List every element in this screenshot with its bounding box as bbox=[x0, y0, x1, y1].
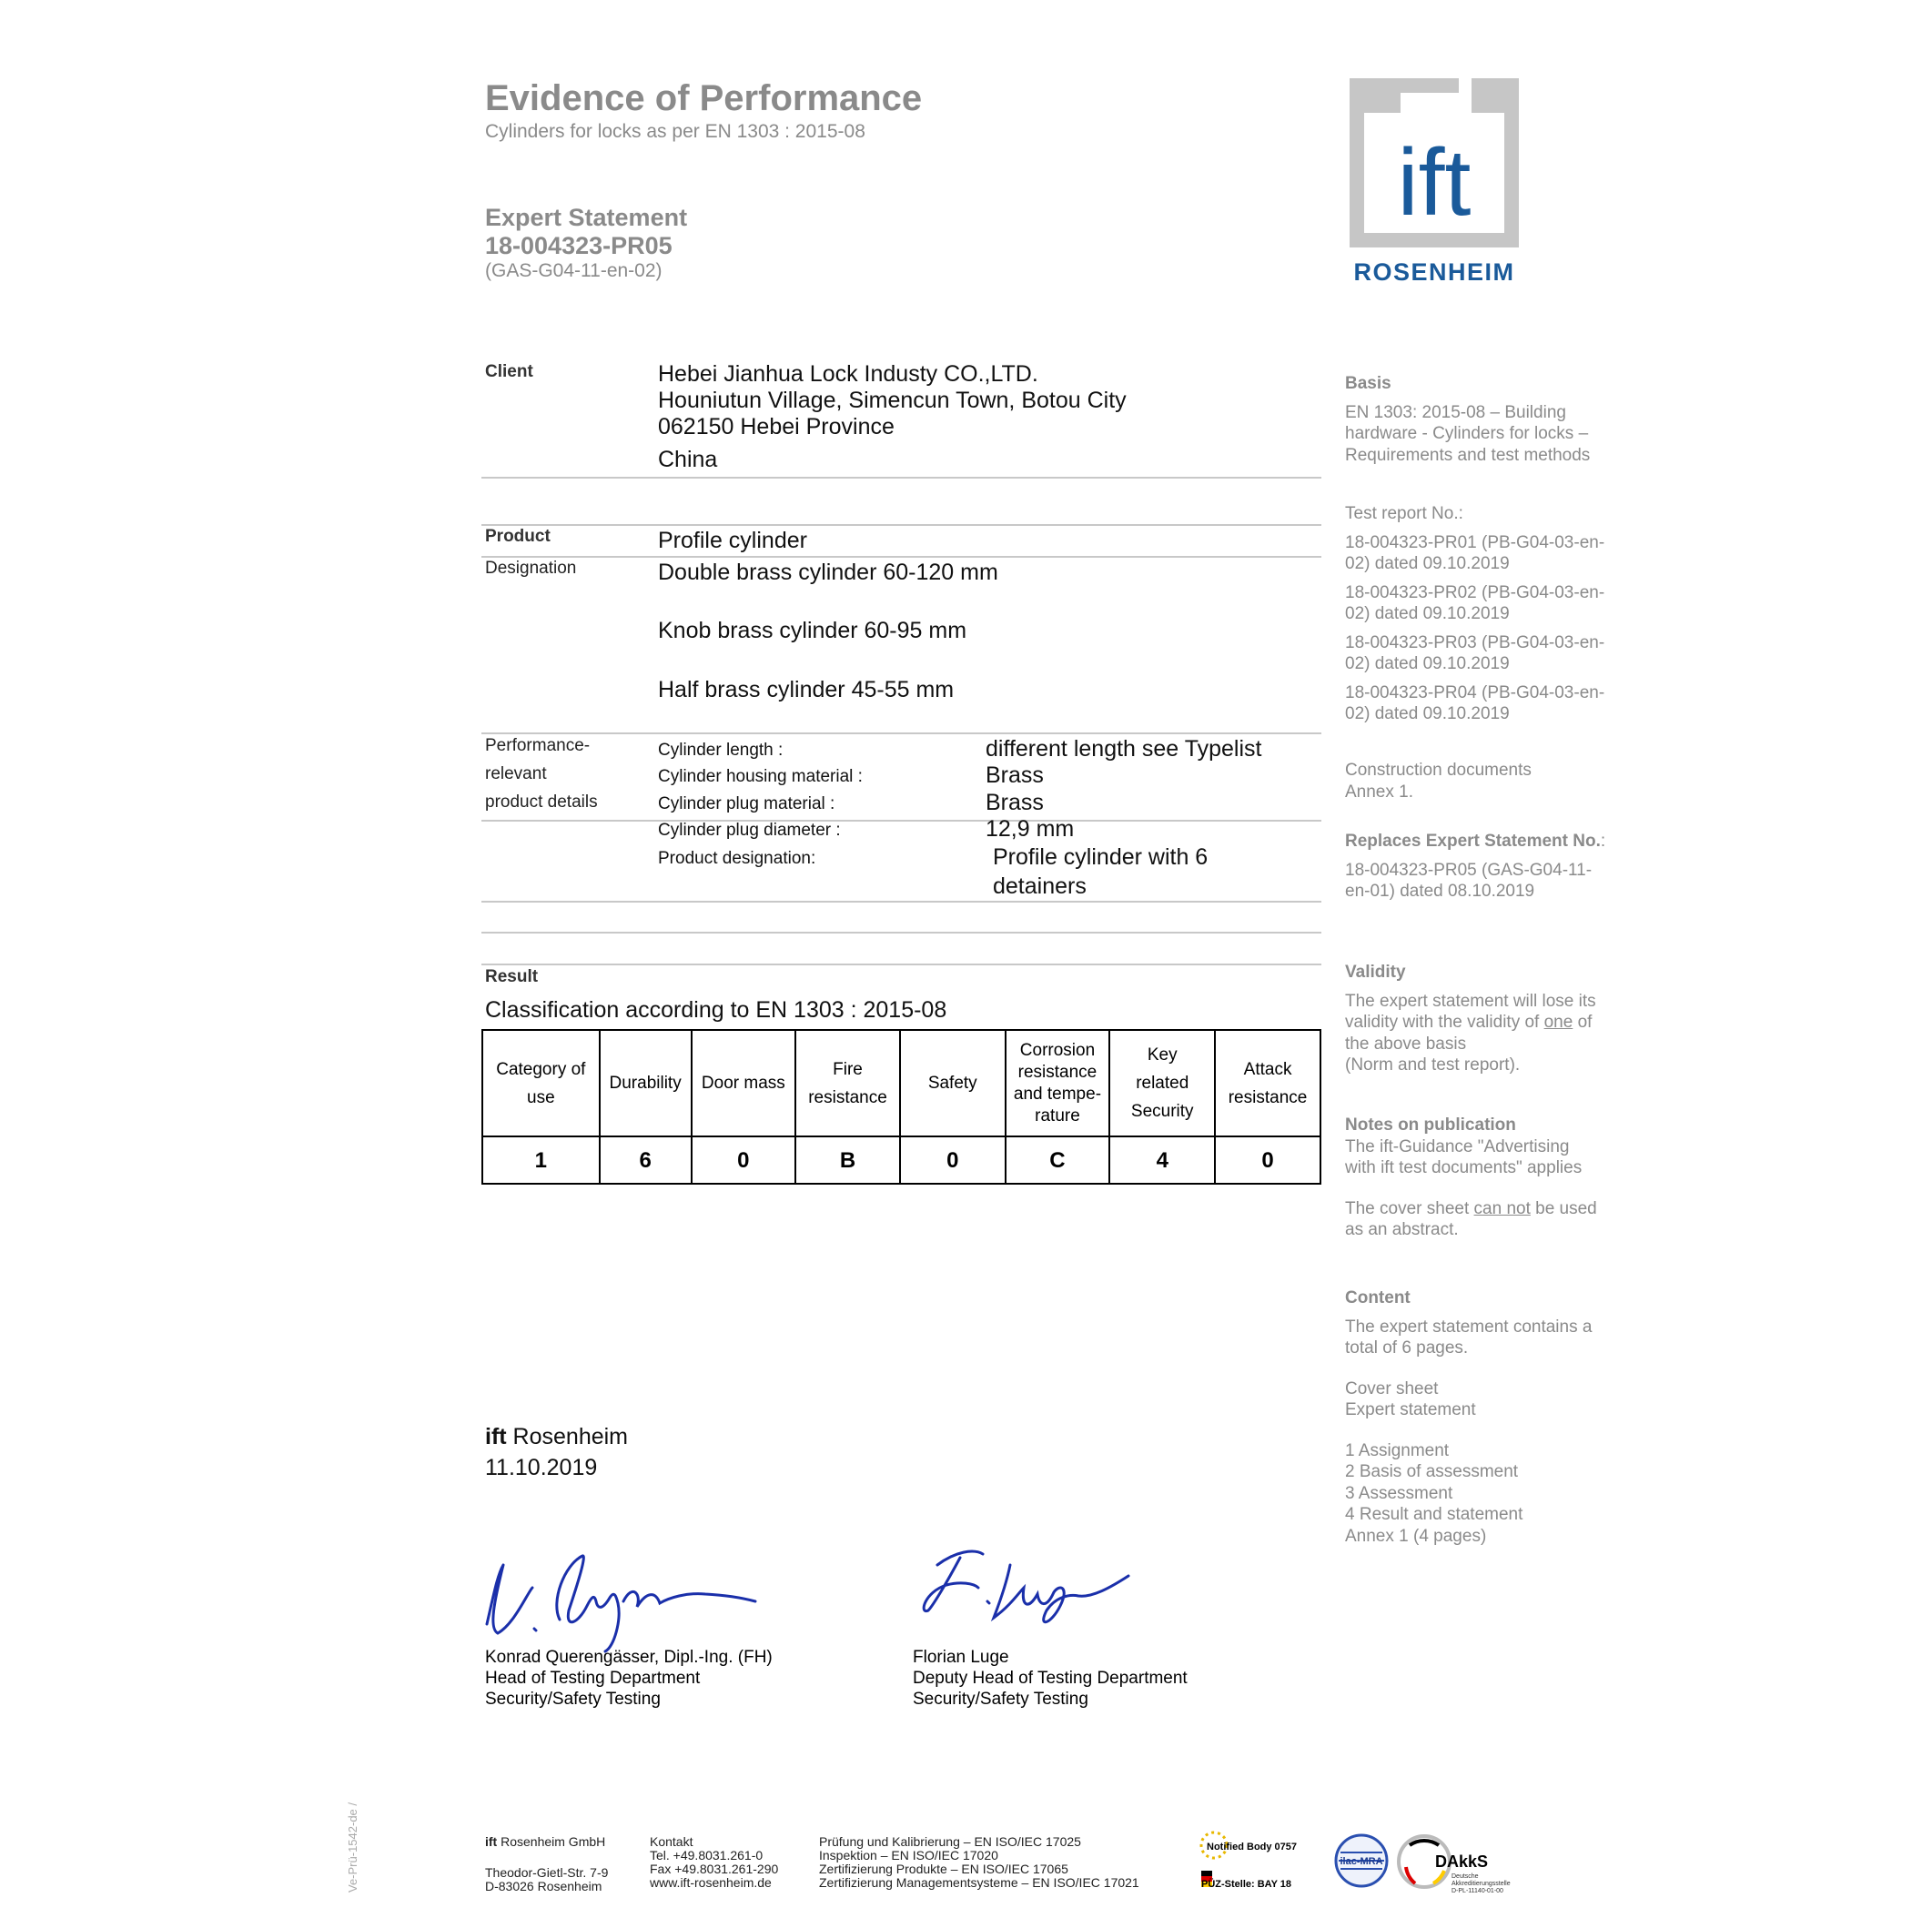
ift-rosenheim-logo bbox=[1350, 78, 1519, 288]
detail-value: detainers bbox=[993, 873, 1087, 899]
designation-item: Double brass cylinder 60-120 mm bbox=[658, 560, 998, 585]
test-report-heading: Test report No.: bbox=[1345, 504, 1463, 523]
signature-1 bbox=[478, 1538, 769, 1656]
classification-title: Classification according to EN 1303 : 2015-08 bbox=[485, 997, 947, 1023]
detail-value: Brass bbox=[986, 790, 1044, 815]
divider bbox=[481, 932, 1321, 934]
header-cell: Key related Security bbox=[1109, 1030, 1215, 1136]
divider bbox=[481, 524, 1321, 526]
performance-label: relevant bbox=[485, 764, 547, 783]
svg-text:Deutsche: Deutsche bbox=[1452, 1873, 1479, 1880]
detail-key: Product designation: bbox=[658, 849, 816, 868]
designation-item: Half brass cylinder 45-55 mm bbox=[658, 677, 955, 702]
sidebar-basis: Basis EN 1303: 2015-08 – Building hardware - Cylinders for locks – Requirements and test methods bbox=[1345, 374, 1591, 465]
detail-value: Profile cylinder with 6 bbox=[993, 844, 1209, 870]
statement-label: Expert Statement bbox=[485, 204, 688, 231]
sidebar-construction: Construction documents Annex 1. bbox=[1345, 761, 1532, 802]
statement-number: 18-004323-PR05 bbox=[485, 232, 673, 259]
divider bbox=[481, 964, 1321, 965]
detail-value: different length see Typelist bbox=[986, 736, 1262, 762]
header-cell: Corrosion resistance and tempe- rature bbox=[1006, 1030, 1110, 1136]
basis-heading: Basis bbox=[1345, 374, 1391, 393]
svg-text:D-PL-11140-01-00: D-PL-11140-01-00 bbox=[1452, 1888, 1503, 1894]
vertical-form-code: Ve-Prü-1542-de / bbox=[346, 1802, 359, 1893]
divider bbox=[481, 556, 1321, 558]
value-cell: 6 bbox=[600, 1136, 692, 1184]
svg-text:Notified Body 0757: Notified Body 0757 bbox=[1207, 1842, 1298, 1852]
client-label: Client bbox=[485, 362, 533, 381]
divider bbox=[481, 820, 1321, 822]
signoff-date: 11.10.2019 bbox=[485, 1455, 598, 1480]
ilac-mra-logo bbox=[1333, 1832, 1390, 1889]
value-cell: B bbox=[795, 1136, 900, 1184]
ift-logo-graphic bbox=[1350, 78, 1519, 288]
svg-text:DAkkS: DAkkS bbox=[1435, 1852, 1489, 1871]
header-cell: Category of use bbox=[482, 1030, 600, 1136]
validity-heading: Validity bbox=[1345, 963, 1406, 982]
client-line: Houniutun Village, Simencun Town, Botou City bbox=[658, 388, 1127, 413]
signer-1: Konrad Querengässer, Dipl.-Ing. (FH) Head of Testing Department Security/Safety Testing bbox=[485, 1648, 773, 1709]
table-value-row bbox=[482, 1136, 1320, 1184]
client-line: Hebei Jianhua Lock Industy CO.,LTD. bbox=[658, 361, 1038, 387]
sidebar-notes: Notes on publication The ift-Guidance "Advertising with ift test documents" applies The cover sheet can not be used as an abstract. bbox=[1345, 1115, 1597, 1239]
client-line: China bbox=[658, 447, 718, 472]
header-cell: Durability bbox=[600, 1030, 692, 1136]
detail-value: Brass bbox=[986, 762, 1044, 788]
signer-2: Florian Luge Deputy Head of Testing Department Security/Safety Testing bbox=[913, 1648, 1188, 1709]
footer-accreditation: Prüfung und Kalibrierung – EN ISO/IEC 17025 Inspektion – EN ISO/IEC 17020 Zertifizierung Produkte – EN ISO/IEC 17065 Zertifizierung Managementsysteme – EN ISO/IEC 17021 bbox=[819, 1834, 1139, 1890]
value-cell: 0 bbox=[1215, 1136, 1320, 1184]
dakks-logo bbox=[1397, 1831, 1533, 1896]
sidebar-replaces: Replaces Expert Statement No.: 18-004323-PR05 (GAS-G04-11- en-01) dated 08.10.2019 bbox=[1345, 832, 1606, 901]
sidebar-content: Content The expert statement contains a total of 6 pages. Cover sheet Expert statement 1 Assignment 2 Basis of assessment 3 Assessment 4 Result and statement Annex 1 (4 pages) bbox=[1345, 1288, 1593, 1546]
document-title: Evidence of Performance bbox=[485, 78, 923, 118]
value-cell: 0 bbox=[692, 1136, 796, 1184]
notes-heading: Notes on publication bbox=[1345, 1115, 1516, 1135]
signature-2 bbox=[910, 1538, 1147, 1638]
result-label: Result bbox=[485, 967, 539, 986]
sidebar-validity: Validity The expert statement will lose its validity with the validity of one of the above basis (Norm and test report). bbox=[1345, 963, 1596, 1075]
signoff-org: ift Rosenheim bbox=[485, 1424, 629, 1449]
value-cell: 1 bbox=[482, 1136, 600, 1184]
svg-text:ilac-MRA: ilac-MRA bbox=[1340, 1856, 1383, 1867]
eu-stars-icon bbox=[1199, 1829, 1318, 1893]
logo-subtext: ROSENHEIM bbox=[1353, 258, 1515, 286]
detail-key: Cylinder plug diameter : bbox=[658, 821, 841, 840]
header-cell: Attack resistance bbox=[1215, 1030, 1320, 1136]
value-cell: 0 bbox=[900, 1136, 1006, 1184]
value-cell: 4 bbox=[1109, 1136, 1215, 1184]
performance-label: Performance- bbox=[485, 736, 591, 755]
header-cell: Safety bbox=[900, 1030, 1006, 1136]
svg-text:Akkreditierungsstelle: Akkreditierungsstelle bbox=[1452, 1881, 1511, 1887]
header-cell: Fire resistance bbox=[795, 1030, 900, 1136]
document-subtitle: Cylinders for locks as per EN 1303 : 2015-08 bbox=[485, 121, 865, 142]
footer-contact: Kontakt Tel. +49.8031.261-0 Fax +49.8031.261-290 www.ift-rosenheim.de bbox=[650, 1834, 779, 1890]
notified-body-badge bbox=[1199, 1829, 1318, 1893]
content-heading: Content bbox=[1345, 1288, 1411, 1307]
divider bbox=[481, 477, 1321, 479]
sidebar-test-reports: Test report No.: 18-004323-PR01 (PB-G04-03-en- 02) dated 09.10.2019 18-004323-PR02 (PB-G04-03-en- 02) dated 09.10.2019 18-004323-PR03 (PB-G04-03-en- 02) dated 09.10.2019 18-004323-PR04 (PB-G04-03-en- 02) dated 09.10.2019 bbox=[1345, 504, 1605, 723]
detail-key: Cylinder length : bbox=[658, 741, 784, 760]
table-header-row bbox=[482, 1030, 1320, 1136]
footer-company: ift Rosenheim GmbH bbox=[485, 1834, 606, 1849]
designation-item: Knob brass cylinder 60-95 mm bbox=[658, 618, 967, 643]
detail-key: Cylinder plug material : bbox=[658, 794, 835, 813]
value-cell: C bbox=[1006, 1136, 1110, 1184]
performance-label: product details bbox=[485, 792, 598, 812]
svg-text:PÜZ-Stelle: BAY 18: PÜZ-Stelle: BAY 18 bbox=[1201, 1879, 1292, 1890]
logo-text: ift bbox=[1397, 130, 1472, 236]
divider bbox=[481, 901, 1321, 903]
product-label: Product bbox=[485, 527, 551, 546]
divider bbox=[481, 732, 1321, 734]
replaces-heading: Replaces Expert Statement No. bbox=[1345, 832, 1601, 851]
statement-code: (GAS-G04-11-en-02) bbox=[485, 260, 663, 281]
detail-key: Cylinder housing material : bbox=[658, 767, 863, 786]
header-cell: Door mass bbox=[692, 1030, 796, 1136]
detail-value: 12,9 mm bbox=[986, 816, 1075, 842]
classification-table bbox=[481, 1029, 1321, 1185]
footer-address: Theodor-Gietl-Str. 7-9 D-83026 Rosenheim bbox=[485, 1865, 609, 1893]
product-value: Profile cylinder bbox=[658, 528, 807, 553]
client-line: 062150 Hebei Province bbox=[658, 414, 895, 439]
designation-label: Designation bbox=[485, 559, 577, 578]
